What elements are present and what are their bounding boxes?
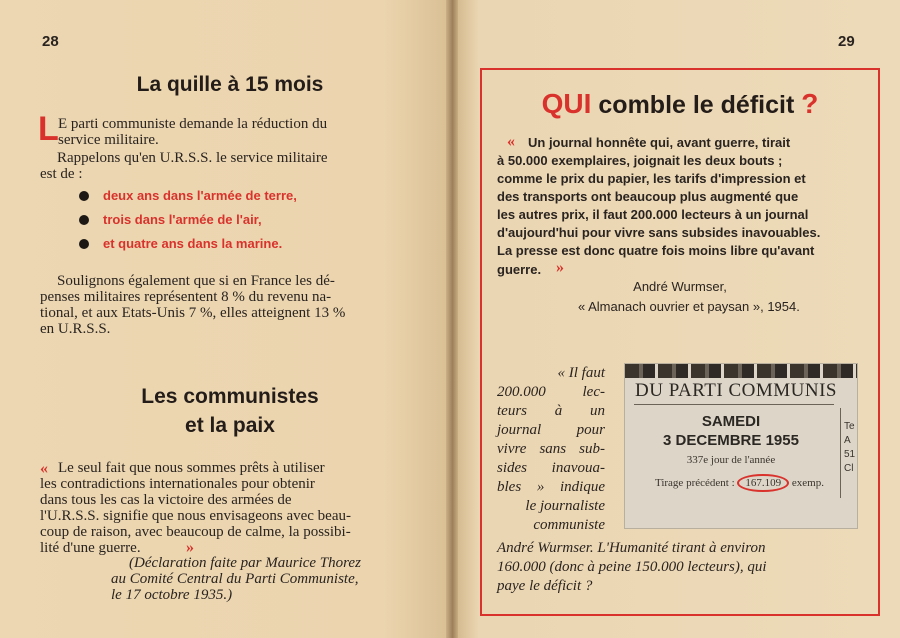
print-run-label: Tirage précédent :	[655, 477, 735, 489]
wurmser-quote-line3: comme le prix du papier, les tarifs d'impression et	[497, 171, 806, 186]
wurmser-quote-line5: les autres prix, il faut 200.000 lecteurs à un journal	[497, 207, 809, 222]
para2-line2: est de :	[40, 166, 83, 182]
commentary-column	[497, 364, 605, 535]
thorez-quote-line5: coup de raison, avec beaucoup de calme, la possibi-	[40, 524, 351, 540]
box-title	[480, 88, 880, 120]
attribution-line1: (Déclaration faite par Maurice Thorez	[129, 555, 361, 571]
torn-edge	[625, 364, 857, 378]
para3-line3: tional, et aux Etats-Unis 7 %, elles atteignent 13 %	[40, 305, 346, 321]
commentary-line: sides inavoua-	[497, 460, 605, 476]
page-number-left: 28	[42, 33, 59, 50]
side-fragment: 51	[844, 449, 856, 460]
bullet-dot-icon	[79, 215, 89, 225]
side-fragment: A	[844, 435, 851, 446]
commentary-line: journal pour	[497, 422, 605, 438]
title-qui: QUI	[541, 88, 592, 119]
open-quote-mark: «	[40, 460, 48, 477]
close-quote-mark: »	[186, 539, 194, 556]
commentary-full-line: paye le déficit ?	[497, 578, 593, 594]
para1-line2: service militaire.	[58, 132, 159, 148]
side-fragment: Te	[844, 421, 855, 432]
clipping-masthead: DU PARTI COMMUNIS	[635, 380, 837, 401]
thorez-quote-line3: dans tous les cas la victoire des armées de	[40, 492, 292, 508]
side-fragment: Cl	[844, 463, 854, 474]
para1-line1: E parti communiste demande la réduction du	[58, 116, 328, 132]
wurmser-quote-line7: La presse est donc quatre fois moins libre qu'avant	[497, 243, 815, 258]
bullet-dot-icon	[79, 191, 89, 201]
commentary-full-lines	[497, 539, 869, 596]
para3-line1: Soulignons également que si en France les dé-	[57, 273, 335, 289]
commentary-line: vivre sans sub-	[497, 441, 605, 457]
clipping-day: SAMEDI	[701, 413, 761, 430]
commentary-line: bles » indique	[497, 479, 605, 495]
wurmser-quote-line1: Un journal honnête qui, avant guerre, tirait	[528, 135, 791, 150]
clipping-rule	[634, 404, 834, 405]
section-title-line2: et la paix	[185, 414, 275, 437]
para3-line2: penses militaires représentent 8 % du revenu na-	[40, 289, 332, 305]
commentary-line: le journaliste	[525, 498, 605, 514]
newspaper-clipping	[625, 364, 857, 528]
wurmser-quote-line8: guerre.	[497, 262, 542, 277]
book-gutter	[446, 0, 458, 638]
attribution-line2: au Comité Central du Parti Communiste,	[111, 571, 359, 587]
drop-cap: L	[38, 110, 59, 148]
thorez-quote-line4: l'U.R.S.S. signifie que nous envisageons avec beau-	[40, 508, 351, 524]
thorez-quote-line6: lité d'une guerre.	[40, 540, 141, 556]
print-run-value: 167.109	[737, 474, 789, 492]
section-title-line1: Les communistes	[141, 385, 319, 408]
para3-line4: en U.R.S.S.	[40, 321, 111, 337]
commentary-line: 200.000 lec-	[497, 384, 605, 400]
clipping-date: 3 DECEMBRE 1955	[663, 432, 799, 449]
commentary-full-line: 160.000 (donc à peine 150.000 lecteurs), qui	[497, 559, 767, 575]
commentary-line: « Il faut	[557, 365, 605, 381]
commentary-full-line: André Wurmser. L'Humanité tirant à environ	[497, 540, 766, 556]
quote-author: André Wurmser,	[633, 279, 727, 294]
bullet-item-2: trois dans l'armée de l'air,	[103, 212, 262, 227]
print-run-unit: exemp.	[791, 477, 824, 489]
title-question-mark: ?	[801, 88, 819, 119]
wurmser-quote-line6: d'aujourd'hui pour vivre sans subsides inavouables.	[497, 225, 821, 240]
commentary-line: teurs à un	[497, 403, 605, 419]
attribution-line3: le 17 octobre 1935.)	[111, 587, 233, 603]
thorez-quote-line2: les contradictions internationales pour obtenir	[40, 476, 315, 492]
bullet-dot-icon	[79, 239, 89, 249]
bullet-item-1: deux ans dans l'armée de terre,	[103, 188, 297, 203]
wurmser-quote-line4: des transports ont beaucoup plus augmenté que	[497, 189, 799, 204]
clipping-column-rule	[840, 408, 841, 498]
section-title-quille: La quille à 15 mois	[136, 73, 324, 96]
wurmser-open-quote: «	[507, 133, 515, 150]
clipping-day-of-year: 337e jour de l'année	[686, 454, 776, 466]
quote-source: « Almanach ouvrier et paysan », 1954.	[578, 299, 800, 314]
title-rest: comble le déficit	[598, 91, 795, 119]
page-number-right: 29	[838, 33, 855, 50]
wurmser-close-quote: »	[556, 259, 564, 276]
wurmser-quote-line2: à 50.000 exemplaires, joignait les deux bouts ;	[497, 153, 783, 168]
commentary-line: communiste	[533, 517, 605, 533]
bullet-item-3: et quatre ans dans la marine.	[103, 236, 283, 251]
thorez-quote-line1: Le seul fait que nous sommes prêts à utiliser	[58, 460, 325, 476]
clipping-print-run	[655, 474, 824, 492]
para2-line1: Rappelons qu'en U.R.S.S. le service militaire	[57, 150, 328, 166]
clipping-side-fragments	[844, 420, 855, 476]
